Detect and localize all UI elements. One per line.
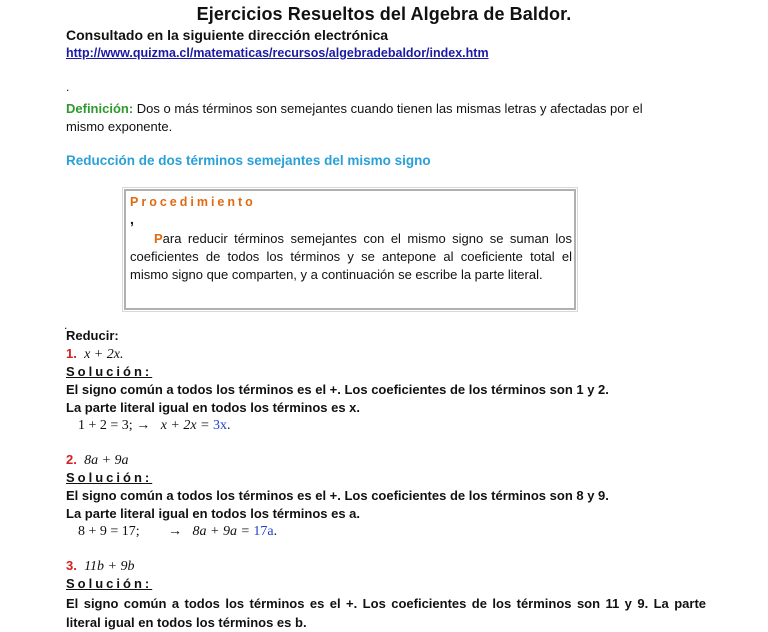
exercise-2-header bbox=[66, 452, 129, 469]
definition-term: Definición: bbox=[66, 101, 134, 116]
exercise-1-solution-label bbox=[66, 364, 152, 379]
definition-text: Dos o más términos son semejantes cuando tienen las mismas letras y afectadas por el mismo exponente. bbox=[66, 101, 643, 134]
exercise-expression: 8a + 9a bbox=[84, 453, 129, 468]
calc-end: . bbox=[273, 524, 278, 539]
exercise-1-header bbox=[66, 346, 123, 363]
calc-expression: 8a + 9a = bbox=[192, 524, 254, 539]
source-link[interactable]: http://www.quizma.cl/matematicas/recursos/algebradebaldor/index.htm bbox=[66, 46, 489, 60]
calc-result: 3x bbox=[213, 418, 228, 433]
exercise-1-calc bbox=[78, 418, 231, 434]
definition-paragraph bbox=[66, 100, 666, 136]
calc-expression: x + 2x = bbox=[160, 418, 214, 433]
exercise-number: 2. bbox=[66, 452, 77, 467]
exercise-2-line1: El signo común a todos los términos es el +. Los coeficientes de los términos son 8 y 9. bbox=[66, 488, 609, 503]
procedure-text bbox=[130, 230, 572, 284]
exercise-2-solution-label bbox=[66, 470, 152, 485]
procedure-comma: , bbox=[130, 211, 134, 227]
section-heading: Reducción de dos términos semejantes del mismo signo bbox=[66, 153, 431, 168]
page-title: Ejercicios Resueltos del Algebra de Baldor. bbox=[196, 4, 572, 24]
calc-result: 17a bbox=[253, 524, 274, 539]
calc-sum: 8 + 9 = 17; bbox=[78, 524, 140, 539]
exercise-2-line2: La parte literal igual en todos los términos es a. bbox=[66, 506, 361, 521]
exercise-number: 1. bbox=[66, 346, 77, 361]
calc-end: . bbox=[227, 418, 231, 433]
solution-label: Solución: bbox=[66, 364, 153, 379]
exercise-expression: x + 2x. bbox=[84, 347, 124, 362]
page-subtitle: Consultado en la siguiente dirección electrónica bbox=[66, 27, 389, 43]
exercise-3-solution-label bbox=[66, 576, 152, 591]
procedure-first-letter: P bbox=[154, 231, 163, 246]
solution-label: Solución: bbox=[66, 576, 153, 591]
exercise-2-calc bbox=[78, 524, 277, 540]
procedure-title: Procedimiento bbox=[130, 195, 256, 209]
arrow-icon: → bbox=[168, 524, 182, 539]
reducir-label: Reducir: bbox=[66, 328, 119, 343]
procedure-box bbox=[124, 189, 576, 310]
procedure-body: ara reducir términos semejantes con el mismo signo se suman los coeficientes de todos los términos y se antepone al coeficiente total el mismo signo que comparten, y a continuación se escribe la parte literal. bbox=[130, 231, 572, 282]
arrow-icon: → bbox=[136, 418, 151, 433]
exercise-3-line1: El signo común a todos los términos es el +. Los coeficientes de los términos son 11 y 9. La parte literal igual en todos los términos es b. bbox=[66, 596, 706, 630]
reducir-dot: . bbox=[64, 318, 68, 332]
exercise-expression: 11b + 9b bbox=[84, 559, 135, 574]
separator-dot: . bbox=[66, 80, 70, 94]
exercise-3-header bbox=[66, 558, 135, 575]
exercise-number: 3. bbox=[66, 558, 77, 573]
solution-label: Solución: bbox=[66, 470, 153, 485]
exercise-1-line1: El signo común a todos los términos es el +. Los coeficientes de los términos son 1 y 2. bbox=[66, 382, 609, 397]
calc-sum: 1 + 2 = 3; bbox=[78, 418, 133, 433]
exercise-1-line2: La parte literal igual en todos los términos es x. bbox=[66, 400, 361, 415]
